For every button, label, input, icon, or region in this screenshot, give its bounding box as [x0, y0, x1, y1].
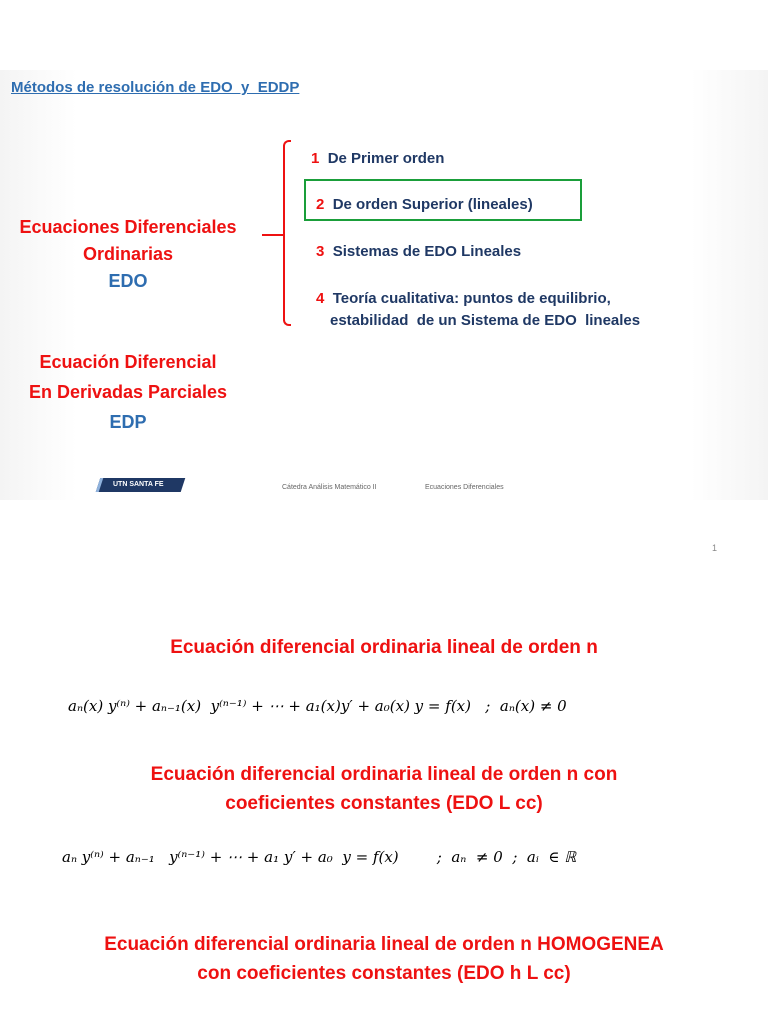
edo-line2: Ordinarias: [82, 244, 174, 264]
item-label: De orden Superior (lineales): [332, 196, 533, 213]
utn-logo: [96, 478, 186, 492]
item-label: De Primer orden: [327, 150, 445, 167]
heading-line1: Ecuación diferencial ordinaria lineal de orden n HOMOGENEA: [104, 934, 664, 955]
edp-line1: Ecuación Diferencial: [39, 352, 217, 372]
heading-line2: con coeficientes constantes (EDO h L cc): [197, 963, 571, 984]
item-number: 4: [316, 290, 325, 307]
heading-homogeneous: [0, 930, 768, 988]
formula-constant-coef: aₙ y⁽ⁿ⁾ + aₙ₋₁ y⁽ⁿ⁻¹⁾ + ⋯ + a₁ y′ + a₀ y = f(x) ; aₙ ≠ 0 ; aᵢ ∈ ℝ: [62, 848, 577, 866]
logo-text: UTN SANTA FE: [113, 481, 164, 488]
footer-topic: Ecuaciones Diferenciales: [425, 484, 504, 491]
left-brace: [283, 140, 291, 326]
edp-line2: En Derivadas Parciales: [28, 382, 228, 402]
heading-line1: Ecuación diferencial ordinaria lineal de orden n con: [150, 764, 618, 785]
formula-linear-ode: aₙ(x) y⁽ⁿ⁾ + aₙ₋₁(x) y⁽ⁿ⁻¹⁾ + ⋯ + a₁(x)y′ + a₀(x) y = f(x) ; aₙ(x) ≠ 0: [68, 697, 567, 715]
method-item-4: [316, 290, 611, 307]
item-label: Teoría cualitativa: puntos de equilibrio,: [332, 290, 611, 307]
edp-label: [0, 347, 256, 437]
method-item-4-line2: estabilidad de un Sistema de EDO lineales: [330, 312, 641, 329]
method-item-3: [316, 243, 521, 260]
heading-line2: coeficientes constantes (EDO L cc): [225, 793, 543, 814]
item-number: 1: [311, 150, 320, 167]
method-item-2: [316, 196, 533, 213]
footer-course: Cátedra Análisis Matemático II: [282, 484, 377, 491]
item-number: 2: [316, 196, 325, 213]
item-label: Sistemas de EDO Lineales: [332, 243, 522, 260]
method-item-1: [311, 150, 444, 167]
edo-abbr: EDO: [108, 271, 148, 291]
heading-linear-ode: Ecuación diferencial ordinaria lineal de orden n: [170, 637, 598, 658]
edo-line1: Ecuaciones Diferenciales: [19, 217, 237, 237]
slide-title: Métodos de resolución de EDO y EDDP: [11, 79, 300, 96]
brace-connector: [262, 234, 284, 236]
edp-abbr: EDP: [109, 412, 147, 432]
edo-label: [0, 214, 256, 295]
heading-constant-coef: [0, 760, 768, 818]
item-number: 3: [316, 243, 325, 260]
page-number: 1: [712, 543, 718, 553]
